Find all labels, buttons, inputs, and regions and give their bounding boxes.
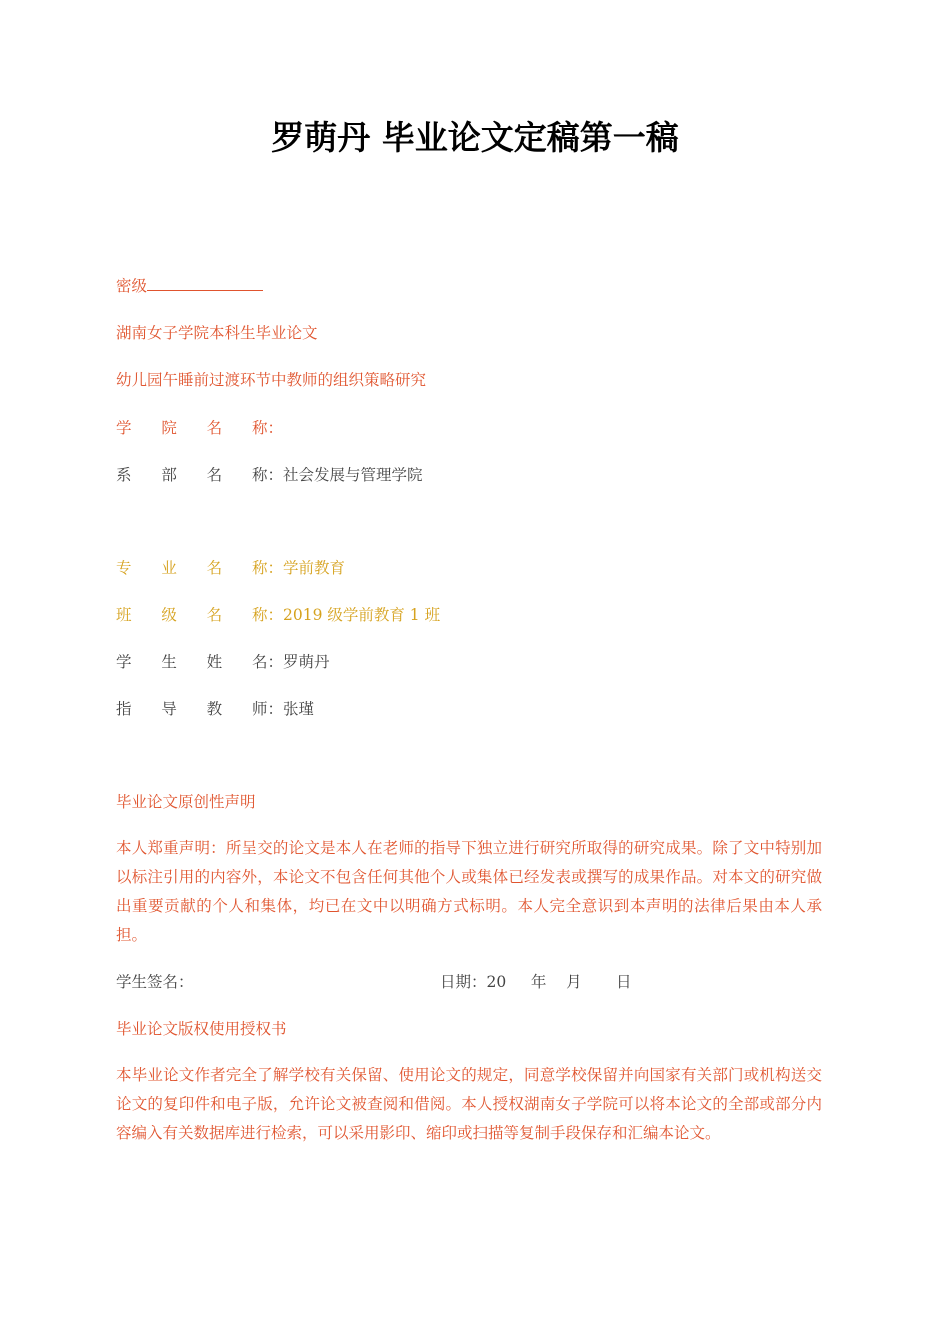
field-label: 班 级 名 称： [116,606,283,624]
field-major [116,558,345,578]
field-college [116,418,283,438]
page-title: 罗萌丹 毕业论文定稿第一稿 [271,118,679,157]
field-value: 2019 级学前教育 1 班 [283,606,441,624]
field-label: 专 业 名 称： [116,559,283,577]
field-value: 社会发展与管理学院 [283,466,423,484]
field-student-name [116,652,330,672]
field-label: 学 生 姓 名： [116,653,283,671]
signature-row [116,972,822,992]
originality-heading: 毕业论文原创性声明 [116,793,256,811]
field-value: 罗萌丹 [283,653,330,671]
field-label: 学 院 名 称： [116,419,283,437]
copyright-body: 本毕业论文作者完全了解学校有关保留、使用论文的规定，同意学校保留并向国家有关部门或机构送交论文的复印件和电子版，允许论文被查阅和借阅。本人授权湖南女子学院可以将本论文的全部或部分内容编入有关数据库进行检索，可以采用影印、缩印或扫描等复制手段保存和汇编本论文。 [116,1066,822,1142]
field-value: 张瑾 [283,700,315,718]
field-label: 系 部 名 称： [116,466,283,484]
thesis-topic: 幼儿园午睡前过渡环节中教师的组织策略研究 [116,371,427,389]
field-department [116,465,423,485]
copyright-heading: 毕业论文版权使用授权书 [116,1020,287,1038]
originality-body: 本人郑重声明：所呈交的论文是本人在老师的指导下独立进行研究所取得的研究成果。除了文中特别加以标注引用的内容外，本论文不包含任何其他个人或集体已经发表或撰写的成果作品。对本文的研究做出重要贡献的个人和集体，均已在文中以明确方式标明。本人完全意识到本声明的法律后果由本人承担。 [116,839,822,944]
secret-level-line [116,276,263,296]
field-value: 学前教育 [283,559,346,577]
secret-level-blank [147,276,263,291]
field-label: 指 导 教 师： [116,700,283,718]
signature-date: 日期：20 年 月 日 [440,973,632,991]
field-advisor [116,699,314,719]
signature-label: 学生签名： [116,973,194,991]
field-class [116,605,440,625]
school-thesis-heading: 湖南女子学院本科生毕业论文 [116,324,318,342]
secret-level-label: 密级 [116,277,148,295]
